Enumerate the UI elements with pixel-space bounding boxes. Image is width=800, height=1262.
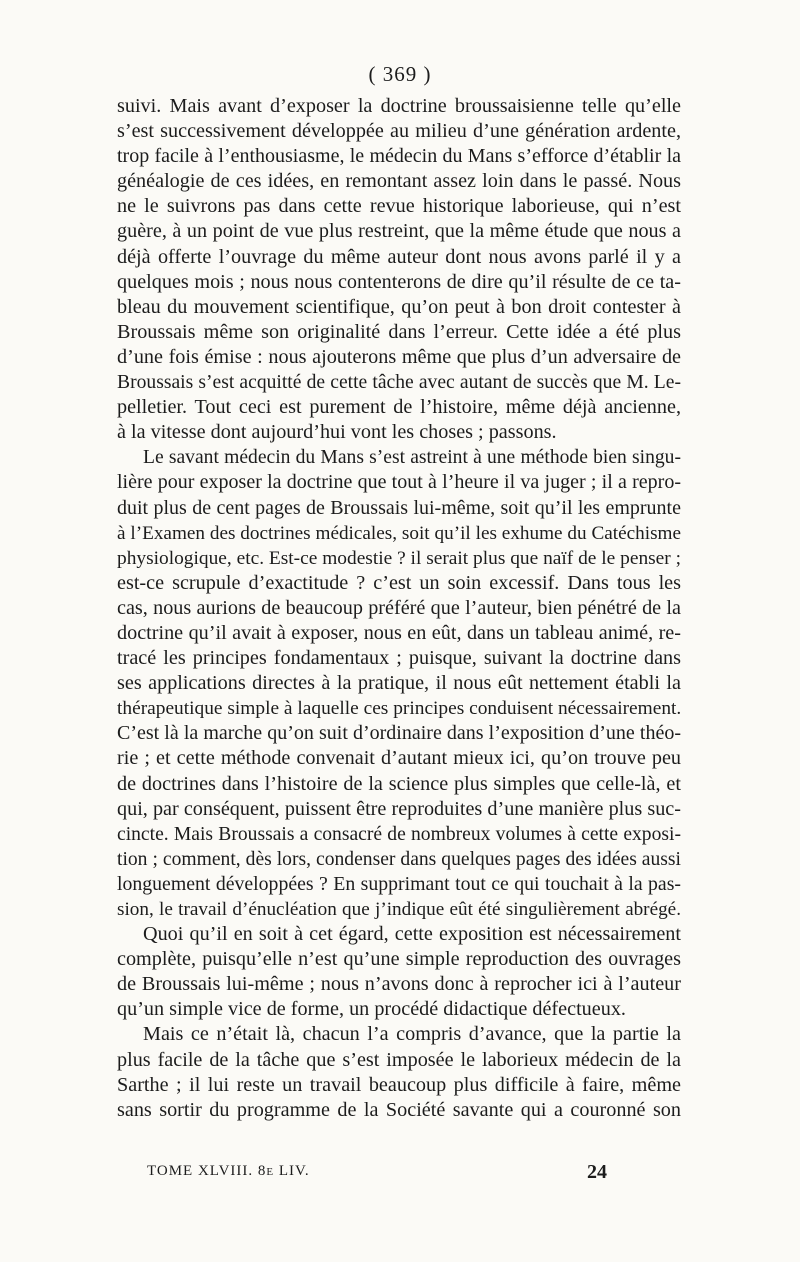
text-line: quelques mois ; nous nous contenterons de dire qu’il résulte de ce ta-	[117, 270, 681, 293]
text-line: thérapeutique simple à laquelle ces principes conduisent nécessairement.	[117, 698, 682, 720]
text-line: Mais ce n’était là, chacun l’a compris d’avance, que la partie la	[143, 1023, 681, 1046]
text-line: tracé les principes fondamentaux ; puisque, suivant la doctrine dans	[117, 647, 681, 670]
text-line: à l’Examen des doctrines médicales, soit qu’il les exhume du Catéchisme	[117, 522, 681, 544]
text-line: C’est là la marche qu’on suit d’ordinaire dans l’exposition d’une théo-	[117, 722, 681, 745]
text-line: sion, le travail d’énucléation que j’indique eût été singulièrement abrégé.	[117, 899, 681, 920]
page-footer	[147, 1161, 607, 1185]
text-line: duit plus de cent pages de Broussais lui-même, soit qu’il les emprunte	[117, 496, 681, 519]
text-line: cincte. Mais Broussais a consacré de nombreux volumes à cette exposi-	[117, 823, 681, 845]
text-line: lière pour exposer la doctrine que tout à l’heure il va juger ; il a repro-	[117, 471, 681, 494]
text-line: qui, par conséquent, puissent être reproduites d’une manière plus suc-	[117, 797, 681, 820]
text-line: est-ce scrupule d’exactitude ? c’est un soin excessif. Dans tous les	[117, 571, 681, 594]
text-line: généalogie de ces idées, en remontant assez loin dans le passé. Nous	[117, 170, 681, 193]
text-line: Broussais s’est acquitté de cette tâche avec autant de succès que M. Le-	[117, 372, 681, 394]
footer-sheet-number: 24	[587, 1161, 607, 1183]
text-line: doctrine qu’il avait à exposer, nous en eût, dans un tableau animé, re-	[117, 621, 681, 644]
text-line: trop facile à l’enthousiasme, le médecin du Mans s’efforce d’établir la	[117, 145, 681, 168]
text-line: cas, nous aurions de beaucoup préféré que l’auteur, bien pénétré de la	[117, 596, 681, 619]
text-line: complète, puisqu’elle n’est qu’une simple reproduction des ouvrages	[117, 948, 681, 971]
page-number: ( 369 )	[368, 62, 432, 86]
text-line: Broussais même son originalité dans l’erreur. Cette idée a été plus	[117, 320, 681, 343]
text-line: d’une fois émise : nous ajouterons même que plus d’un adversaire de	[117, 345, 681, 368]
text-line: pelletier. Tout ceci est purement de l’histoire, même déjà ancienne,	[117, 396, 681, 419]
text-line: rie ; et cette méthode convenait d’autant mieux ici, qu’on trouve peu	[117, 747, 681, 770]
text-line: physiologique, etc. Est-ce modestie ? il serait plus que naïf de le penser ;	[117, 547, 681, 569]
text-line: suivi. Mais avant d’exposer la doctrine broussaisienne telle qu’elle	[117, 95, 681, 117]
text-line: tion ; comment, dès lors, condenser dans quelques pages des idées aussi	[117, 848, 681, 870]
text-line: s’est successivement développée au milieu d’une génération ardente,	[117, 120, 681, 143]
text-line: longuement développées ? En supprimant tout ce qui touchait à la pas-	[117, 872, 681, 895]
text-line: déjà offerte l’ouvrage du même auteur dont nous avons parlé il y a	[117, 245, 681, 268]
text-line: de doctrines dans l’histoire de la science plus simples que celle-là, et	[117, 772, 681, 795]
text-line: sans sortir du programme de la Société savante qui a couronné son	[117, 1098, 681, 1121]
text-line: Le savant médecin du Mans s’est astreint à une méthode bien singu-	[143, 447, 681, 469]
text-line: bleau du mouvement scientifique, qu’on peut à bon droit contester à	[117, 295, 681, 318]
text-line: ses applications directes à la pratique, il nous eût nettement établi la	[117, 672, 681, 695]
body-text	[117, 94, 681, 1123]
text-line: ne le suivrons pas dans cette revue historique laborieuse, qui n’est	[117, 195, 681, 218]
text-line: Quoi qu’il en soit à cet égard, cette exposition est nécessairement	[143, 923, 681, 946]
text-line: Sarthe ; il lui reste un travail beaucoup plus difficile à faire, même	[117, 1073, 681, 1096]
text-line: qu’un simple vice de forme, un procédé didactique défectueux.	[117, 998, 626, 1021]
footer-signature: TOME XLVIII. 8e LIV.	[147, 1163, 310, 1179]
text-line: plus facile de la tâche que s’est imposée le laborieux médecin de la	[117, 1048, 681, 1071]
text-line: guère, à un point de vue plus restreint, que la même étude que nous a	[117, 220, 681, 243]
text-line: de Broussais lui-même ; nous n’avons donc à reprocher ici à l’auteur	[117, 973, 681, 996]
text-line: à la vitesse dont aujourd’hui vont les choses ; passons.	[117, 421, 557, 444]
